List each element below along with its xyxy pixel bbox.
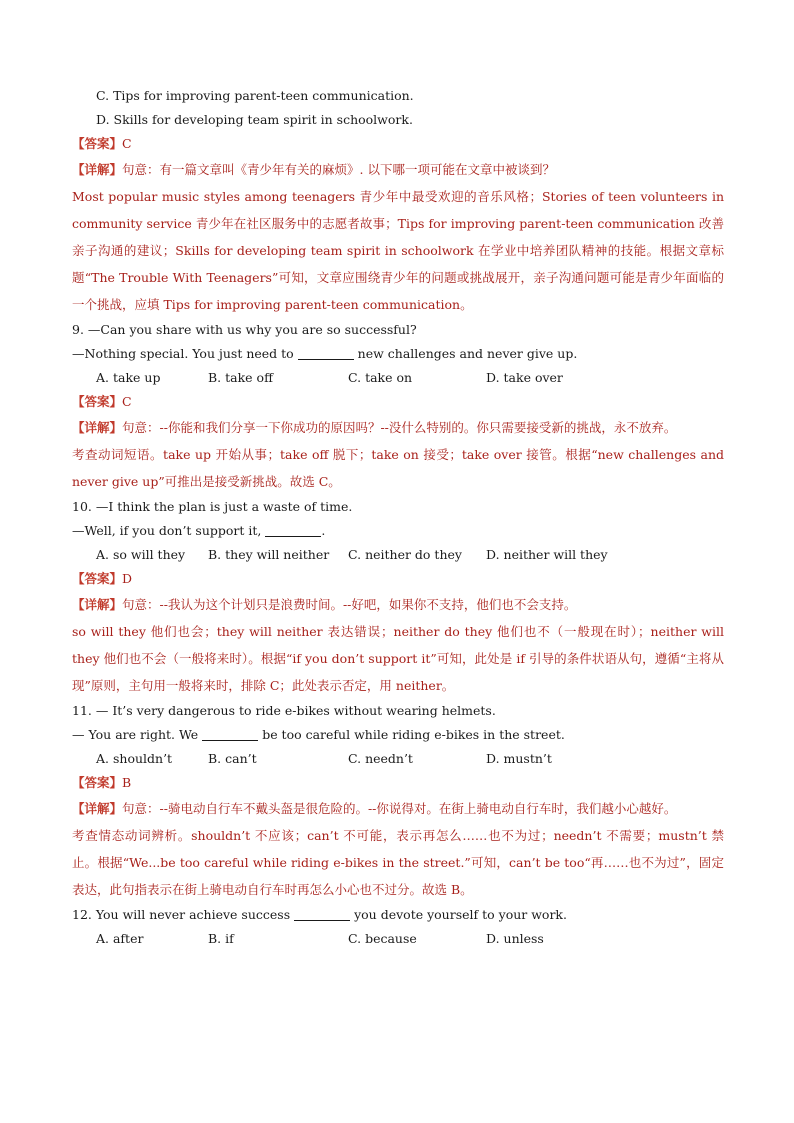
answer-tag: 【答案】	[72, 775, 123, 790]
q10-option-c: C. neither do they	[348, 547, 462, 562]
q10-option-d: D. neither will they	[486, 547, 608, 562]
q9-options	[72, 366, 724, 390]
q8-option-d: D. Skills for developing team spirit in schoolwork.	[96, 112, 413, 127]
q10-options	[72, 543, 724, 567]
q11-detail	[72, 795, 724, 822]
q12-options	[72, 927, 724, 951]
q9-line2-b: new challenges and never give up.	[357, 346, 578, 361]
q11-options	[72, 747, 724, 771]
q10-detail	[72, 591, 724, 618]
answer-value: C	[122, 136, 132, 151]
q11-answer	[72, 771, 724, 795]
detail-lead: 句意：有一篇文章叫《青少年有关的麻烦》. 以下哪一项可能在文章中被谈到？	[122, 162, 555, 177]
q11-line1: 11. — It’s very dangerous to ride e-bikes without wearing helmets.	[72, 703, 496, 718]
answer-tag: 【答案】	[72, 136, 123, 151]
q9-line2	[72, 342, 724, 366]
q11-line2	[72, 723, 724, 747]
answer-value: B	[122, 775, 132, 790]
answer-blank	[298, 345, 354, 360]
q12-option-b: B. if	[208, 931, 234, 946]
q9-line2-a: —Nothing special. You just need to	[72, 346, 294, 361]
q11-option-b: B. can’t	[208, 751, 257, 766]
q9-answer	[72, 390, 724, 414]
q9-detail-body: 考查动词短语。take up 开始从事；take off 脱下；take on 接受；take over 接管。根据“new challenges and never give up”可推出是接受新挑战。故选 C。	[72, 447, 724, 489]
detail-tag: 【详解】	[72, 597, 123, 612]
q8-option-c: C. Tips for improving parent-teen communication.	[96, 88, 414, 103]
q11-detail-body: 考查情态动词辨析。shouldn’t 不应该；can’t 不可能，表示再怎么……也不为过；needn’t 不需要；mustn’t 禁止。根据“We...be too careful while riding e-bikes in the street.”可知，can’t be too“再……也不为过”，固定表达，此句指表示在街上骑电动自行车时再怎么小心也不过分。故选 B。	[72, 828, 724, 897]
q8-detail	[72, 156, 724, 183]
answer-blank	[265, 522, 321, 537]
answer-blank	[294, 906, 350, 921]
q10-line2	[72, 519, 724, 543]
q11-option-d: D. mustn’t	[486, 751, 552, 766]
q9-line1: 9. —Can you share with us why you are so successful?	[72, 322, 417, 337]
q12-option-c: C. because	[348, 931, 417, 946]
answer-tag: 【答案】	[72, 394, 123, 409]
q12-option-d: D. unless	[486, 931, 544, 946]
q12-line1-b: you devote yourself to your work.	[354, 907, 567, 922]
q9-option-c: C. take on	[348, 370, 413, 385]
q10-line2-a: —Well, if you don’t support it,	[72, 523, 262, 538]
q11-option-c: C. needn’t	[348, 751, 413, 766]
detail-tag: 【详解】	[72, 162, 123, 177]
q10-line1: 10. —I think the plan is just a waste of time.	[72, 499, 353, 514]
q11-option-a: A. shouldn’t	[96, 751, 173, 766]
q12-line1	[72, 903, 724, 927]
q11-line2-a: — You are right. We	[72, 727, 199, 742]
q10-option-b: B. they will neither	[208, 547, 330, 562]
detail-tag: 【详解】	[72, 801, 123, 816]
q8-detail-body: Most popular music styles among teenagers 青少年中最受欢迎的音乐风格；Stories of teen volunteers in community service 青少年在社区服务中的志愿者故事；Tips for improving parent-teen communication 改善亲子沟通的建议；Skills for developing team spirit in schoolwork 在学业中培养团队精神的技能。根据文章标题“The Trouble With Teenagers”可知，文章应围绕青少年的问题或挑战展开，亲子沟通问题可能是青少年面临的一个挑战，应填 Tips for improving parent-teen communication。	[72, 189, 724, 312]
detail-lead: 句意：--你能和我们分享一下你成功的原因吗？--没什么特别的。你只需要接受新的挑战，永不放弃。	[122, 420, 677, 435]
q9-detail	[72, 414, 724, 441]
answer-value: D	[122, 571, 133, 586]
q9-option-a: A. take up	[96, 370, 161, 385]
q12-option-a: A. after	[96, 931, 144, 946]
answer-value: C	[122, 394, 132, 409]
detail-tag: 【详解】	[72, 420, 123, 435]
q10-answer	[72, 567, 724, 591]
answer-blank	[202, 726, 258, 741]
q10-detail-body: so will they 他们也会；they will neither 表达错误；neither do they 他们也不（一般现在时）；neither will they 他们也不会（一般将来时）。根据“if you don’t support it”可知，此处是 if 引导的条件状语从句，遵循“主将从现”原则，主句用一般将来时，排除 C；此处表示否定，用 neither。	[72, 624, 724, 693]
q8-answer	[72, 132, 724, 156]
detail-lead: 句意：--骑电动自行车不戴头盔是很危险的。--你说得对。在街上骑电动自行车时，我们越小心越好。	[122, 801, 677, 816]
q10-option-a: A. so will they	[96, 547, 186, 562]
q11-line2-b: be too careful while riding e-bikes in the street.	[262, 727, 565, 742]
document-page	[72, 84, 724, 951]
q9-option-d: D. take over	[486, 370, 563, 385]
q10-line2-b: .	[321, 523, 326, 538]
q12-line1-a: 12. You will never achieve success	[72, 907, 291, 922]
detail-lead: 句意：--我认为这个计划只是浪费时间。--好吧，如果你不支持，他们也不会支持。	[122, 597, 577, 612]
answer-tag: 【答案】	[72, 571, 123, 586]
q9-option-b: B. take off	[208, 370, 273, 385]
